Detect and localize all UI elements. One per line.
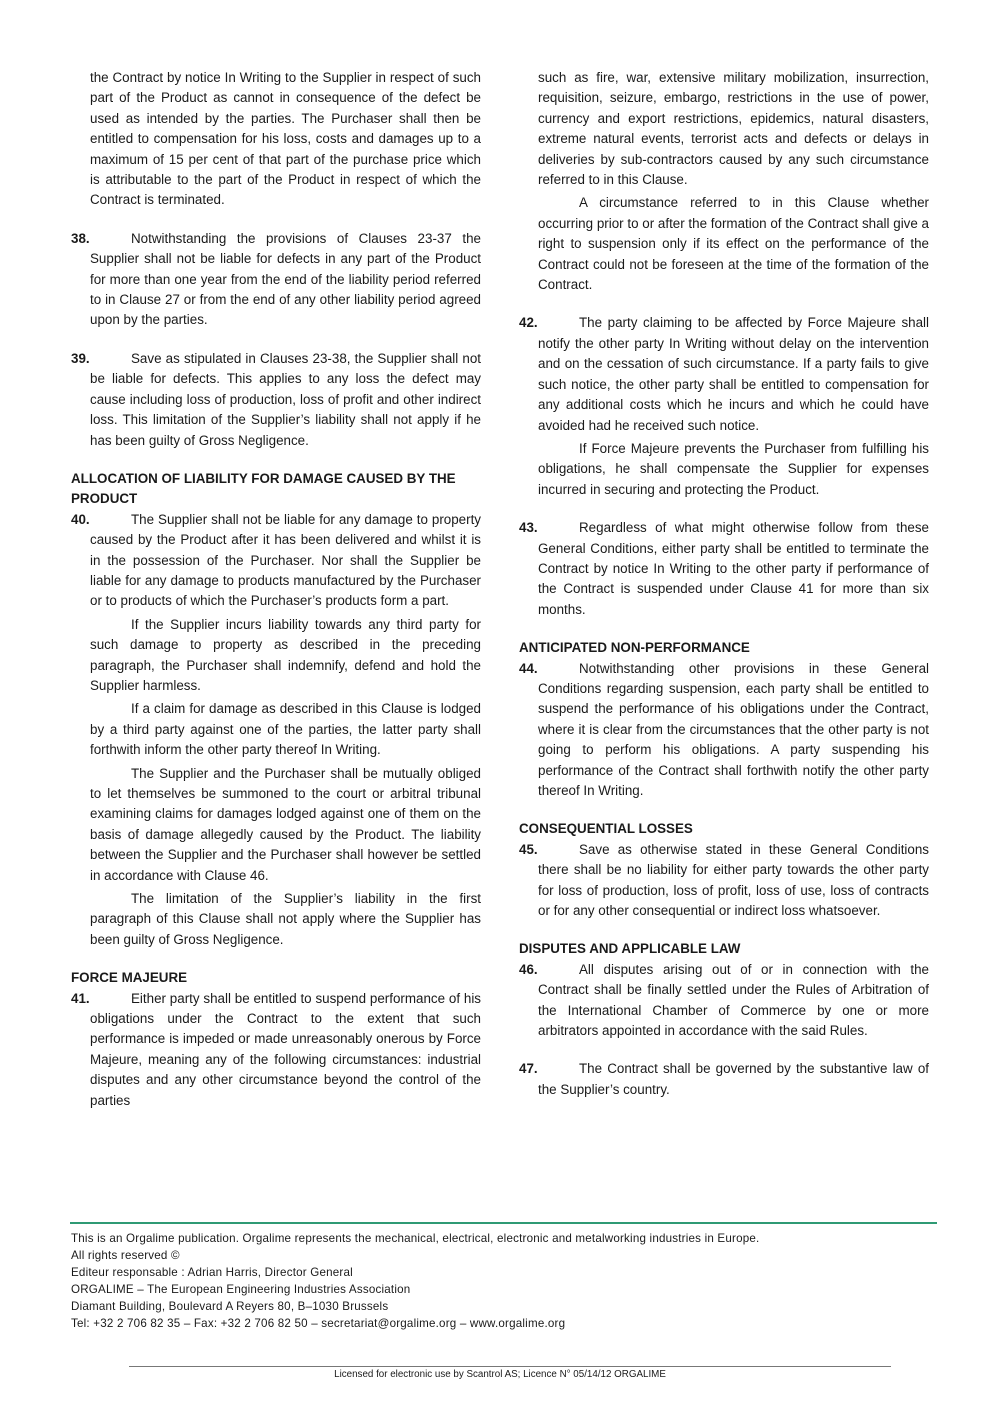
clause-text: All disputes arising out of or in connection with the Contract shall be finally settled under the Rules of Arbitration of the International Chamber of Commerce by one or more arbitrators appointed in accordance with the said Rules. [538,961,929,1039]
license-divider [129,1366,891,1367]
clause-number: 38. [71,230,90,246]
publisher-footer [71,1230,759,1332]
clause-text: The Supplier and the Purchaser shall be mutually obliged to let themselves be summoned to the court or arbitral tribunal examining claims for damages lodged against one of them on the basis of damage allegedly caused by the Product. The liability between the Supplier and the Purchaser shall however be settled in accordance with Clause 46. [90,765,481,883]
clause-46 [519,960,929,1042]
right-column [519,68,929,1100]
clause-text: Either party shall be entitled to suspend performance of his obligations under the Contract to the extent that such performance is impeded or made unreasonably onerous by Force Majeure, meaning any of the following circumstances: industrial disputes and any other circumstance beyond the control of the parties [90,990,481,1108]
continued-paragraph: A circumstance referred to in this Clause whether occurring prior to or after the formation of the Contract shall give a right to suspension only if its effect on the performance of the Contract could not be foreseen at the time of the formation of the Contract. [538,195,929,293]
clause-text: Regardless of what might otherwise follow from these General Conditions, either party shall be entitled to terminate the Contract by notice In Writing to the other party if performance of the Contract is suspended under Clause 41 for more than six months. [538,520,929,617]
clause-number: 43. [519,520,538,536]
footer-line: Editeur responsable : Adrian Harris, Director General [71,1266,353,1279]
clause-42 [519,313,929,500]
clause-text: Notwithstanding other provisions in these General Conditions regarding suspension, each party shall be entitled to suspend the performance of his obligations under the Contract, where it is clear from the circumstances that the other party is not going to perform his obligations. A party suspending his performance of the Contract shall forthwith notify the other party thereof In Writing. [538,660,929,798]
footer-line: Diamant Building, Boulevard A Reyers 80, B–1030 Brussels [71,1300,389,1313]
section-heading-anticipated: ANTICIPATED NON-PERFORMANCE [519,640,750,656]
clause-number: 41. [71,990,90,1006]
clause-text: The party claiming to be affected by Force Majeure shall notify the other party In Writing without delay on the intervention and on the cessation of such circumstance. If a party fails to give such notice, the other party shall be entitled to compensation for any additional costs which he incurs and which he could have avoided had he received such notice. [538,315,929,433]
clause-text: If the Supplier incurs liability towards any third party for such damage to property as described in the preceding paragraph, the Purchaser shall indemnify, defend and hold the Supplier harmless. [90,616,481,693]
clause-number: 46. [519,961,538,977]
clause-40 [71,510,481,951]
footer-line: All rights reserved © [71,1249,180,1262]
clause-number: 47. [519,1061,538,1077]
clause-39 [71,349,481,451]
clause-number: 45. [519,841,538,857]
clause-47 [519,1059,929,1100]
clause-38 [71,229,481,331]
clause-text: The limitation of the Supplier’s liability in the first paragraph of this Clause shall not apply where the Supplier has been guilty of Gross Negligence. [90,891,481,947]
clause-44 [519,659,929,802]
clause-number: 40. [71,511,90,527]
license-notice: Licensed for electronic use by Scantrol AS; Licence N° 05/14/12 ORGALIME [334,1369,666,1380]
footer-line: This is an Orgalime publication. Orgalime represents the mechanical, electrical, electronic and metalworking industries in Europe. [71,1232,760,1245]
clause-41 [71,989,481,1111]
section-heading-allocation: ALLOCATION OF LIABILITY FOR DAMAGE CAUSED BY THE PRODUCT [71,470,456,507]
footer-line: Tel: +32 2 706 82 35 – Fax: +32 2 706 82 50 – secretariat@orgalime.org – www.orgalime.org [71,1317,566,1330]
clause-text: If a claim for damage as described in this Clause is lodged by a third party against one of the parties, the latter party shall forthwith inform the other party thereof In Writing. [90,701,481,758]
section-heading-consequential: CONSEQUENTIAL LOSSES [519,821,693,837]
continued-paragraph: the Contract by notice In Writing to the Supplier in respect of such part of the Product as cannot in consequence of the defect be used as intended by the parties. The Purchaser shall then be entitled to compensation for his loss, costs and damages up to a maximum of 15 per cent of that part of the purchase price which is attributable to the part of the Product in respect of which the Contract is terminated. [90,70,481,208]
clause-number: 44. [519,660,538,676]
section-heading-force-majeure: FORCE MAJEURE [71,970,188,986]
clause-number: 42. [519,315,538,331]
clause-text: Notwithstanding the provisions of Clauses 23-37 the Supplier shall not be liable for defects in any part of the Product for more than one year from the end of the liability period referred to in Clause 27 or from the end of any other liability period agreed upon by the parties. [90,230,481,328]
footer-divider [70,1222,937,1224]
continued-paragraph: such as fire, war, extensive military mobilization, insurrection, requisition, seizure, embargo, restrictions in the use of power, currency and export restrictions, epidemics, natural disasters, extreme natural events, terrorist acts and defects or delays in deliveries by sub-contractors caused by any such circumstance referred to in this Clause. [538,70,929,188]
clause-43 [519,518,929,620]
clause-text: The Supplier shall not be liable for any damage to property caused by the Product after it has been delivered and whilst it is in the possession of the Purchaser. Nor shall the Supplier be liable for any damage to products manufactured by the Purchaser or to products of which the Purchaser’s products form a part. [90,511,481,609]
clause-text: The Contract shall be governed by the substantive law of the Supplier’s country. [538,1061,929,1097]
left-column [71,68,481,1111]
section-heading-disputes: DISPUTES AND APPLICABLE LAW [519,941,741,957]
footer-line: ORGALIME – The European Engineering Industries Association [71,1283,411,1296]
clause-45 [519,840,929,922]
clause-number: 39. [71,350,90,366]
clause-text: Save as stipulated in Clauses 23-38, the Supplier shall not be liable for defects. This applies to any loss the defect may cause including loss of production, loss of profit and other indirect loss. This limitation of the Supplier’s liability shall not apply if he has been guilty of Gross Negligence. [90,350,481,448]
clause-text: Save as otherwise stated in these General Conditions there shall be no liability for either party towards the other party for loss of production, loss of profit, loss of use, loss of contracts or for any other consequential or indirect loss whatsoever. [538,841,929,919]
clause-text: If Force Majeure prevents the Purchaser from fulfilling his obligations, he shall compensate the Supplier for expenses incurred in securing and protecting the Product. [538,440,929,497]
